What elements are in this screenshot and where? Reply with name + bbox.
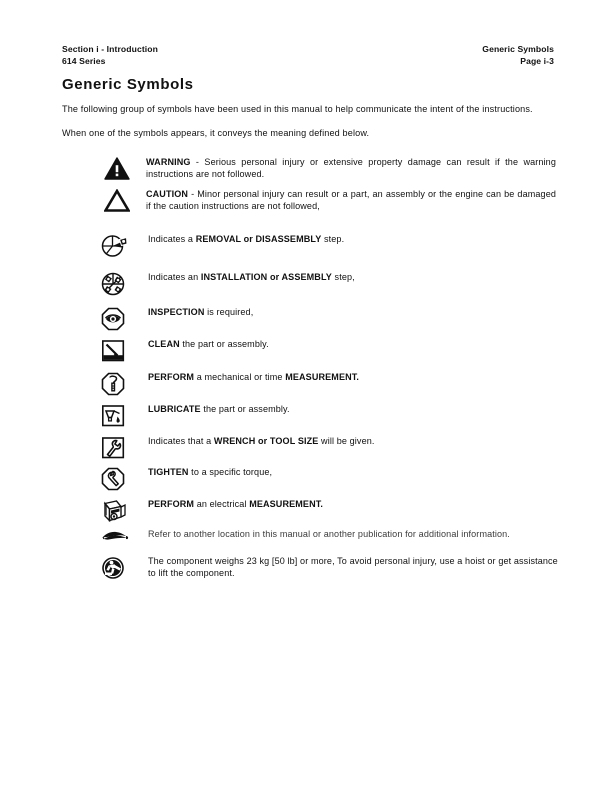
- symbol-text-bold: INSTALLATION or ASSEMBLY: [200, 272, 332, 282]
- symbol-row-lubricate: [100, 403, 560, 429]
- symbol-text-bold: PERFORM: [148, 499, 195, 509]
- running-head: [62, 44, 554, 67]
- symbol-text-post: will be given.: [318, 436, 375, 446]
- removal-disassembly-icon: [100, 233, 148, 259]
- symbol-text-bold2: MEASUREMENT.: [249, 499, 324, 509]
- symbol-text-bold: LUBRICATE: [148, 404, 201, 414]
- measurement-micrometer-icon: [100, 371, 148, 397]
- notice-caution-separator: -: [188, 189, 198, 199]
- symbol-text-bold: INSPECTION: [148, 307, 205, 317]
- installation-assembly-icon: [100, 271, 148, 297]
- notice-caution: [104, 188, 556, 213]
- notice-caution-body: Minor personal injury can result or a part, an assembly or the engine can be damaged if the caution instructions are not followed,: [146, 189, 556, 211]
- symbol-text-post: the part or assembly.: [179, 339, 269, 349]
- heavy-component-hoist-icon: [100, 555, 148, 581]
- notice-warning-text: [146, 156, 556, 180]
- symbol-text-bold: WRENCH or TOOL SIZE: [213, 436, 319, 446]
- symbol-row-heavy: [100, 555, 560, 581]
- symbol-text-post: step,: [331, 272, 355, 282]
- symbol-text-inspection: [148, 306, 560, 318]
- symbol-text-pre: Indicates an: [148, 272, 201, 282]
- symbol-text-pre: Indicates a: [148, 234, 196, 244]
- series-label: 614 Series: [62, 55, 106, 66]
- warning-triangle-icon: [104, 156, 146, 181]
- inspection-eye-icon: [100, 306, 148, 332]
- symbol-text-bold: REMOVAL or DISASSEMBLY: [195, 234, 322, 244]
- symbol-text-refer: Refer to another location in this manual or another publication for additional information.: [148, 529, 510, 539]
- page-number-label: Page i-3: [520, 55, 554, 66]
- symbol-text-bold: TIGHTEN: [148, 467, 189, 477]
- symbol-text-heavy: The component weighs 23 kg [50 lb] or more, To avoid personal injury, use a hoist or get assistance to lift the component.: [148, 556, 558, 578]
- notice-warning-separator: -: [190, 157, 205, 167]
- section-label: Section i - Introduction: [62, 44, 158, 54]
- lubricate-oilcan-icon: [100, 403, 148, 429]
- running-head-right: [482, 44, 554, 67]
- electrical-measurement-icon: [100, 498, 148, 524]
- refer-book-icon: [100, 528, 148, 544]
- symbol-text-tighten: [148, 466, 560, 478]
- symbol-text-bold2: MEASUREMENT.: [285, 372, 360, 382]
- symbol-row-installation: [100, 271, 560, 297]
- symbol-text-mid: a mechanical or time: [194, 372, 286, 382]
- tighten-torque-icon: [100, 466, 148, 492]
- symbol-text-bold: CLEAN: [148, 339, 180, 349]
- symbol-text-wrench: [148, 435, 560, 447]
- symbol-row-tighten: [100, 466, 560, 492]
- symbol-text-installation: [148, 271, 560, 283]
- symbol-text-electrical: [148, 498, 560, 510]
- symbol-row-refer: [100, 528, 560, 544]
- notice-warning-body: Serious personal injury or extensive property damage can result if the warning instructions are not followed.: [146, 157, 556, 179]
- wrench-tool-size-icon: [100, 435, 148, 461]
- symbol-text-clean: [148, 338, 560, 350]
- symbol-text-bold: PERFORM: [148, 372, 195, 382]
- symbol-row-removal: [100, 233, 560, 259]
- caution-triangle-icon: [104, 188, 146, 213]
- notice-caution-text: [146, 188, 556, 212]
- clean-brush-icon: [100, 338, 148, 364]
- symbol-text-lubricate: [148, 403, 560, 415]
- symbol-text-post: step.: [321, 234, 345, 244]
- intro-paragraph-2: When one of the symbols appears, it conveys the meaning defined below.: [62, 128, 370, 138]
- symbol-text-post: the part or assembly.: [200, 404, 290, 414]
- notice-warning-keyword: WARNING: [146, 157, 191, 167]
- symbol-text-pre: Indicates that a: [148, 436, 214, 446]
- symbol-text-removal: [148, 233, 560, 245]
- running-head-left: [62, 44, 158, 67]
- intro-paragraph-1: The following group of symbols have been used in this manual to help communicate the intent of the instructions.: [62, 104, 533, 114]
- symbol-row-electrical: [100, 498, 560, 524]
- chapter-label: Generic Symbols: [482, 44, 554, 54]
- symbol-text-mid: an electrical: [194, 499, 250, 509]
- notice-warning: [104, 156, 556, 181]
- symbol-text-post: is required,: [204, 307, 254, 317]
- symbol-text-measurement: [148, 371, 560, 383]
- symbol-text-post: to a specific torque,: [188, 467, 273, 477]
- symbol-row-measurement: [100, 371, 560, 397]
- symbol-row-wrench: [100, 435, 560, 461]
- page-title: Generic Symbols: [62, 76, 194, 93]
- notice-caution-keyword: CAUTION: [146, 189, 189, 199]
- symbol-row-clean: [100, 338, 560, 364]
- symbol-row-inspection: [100, 306, 560, 332]
